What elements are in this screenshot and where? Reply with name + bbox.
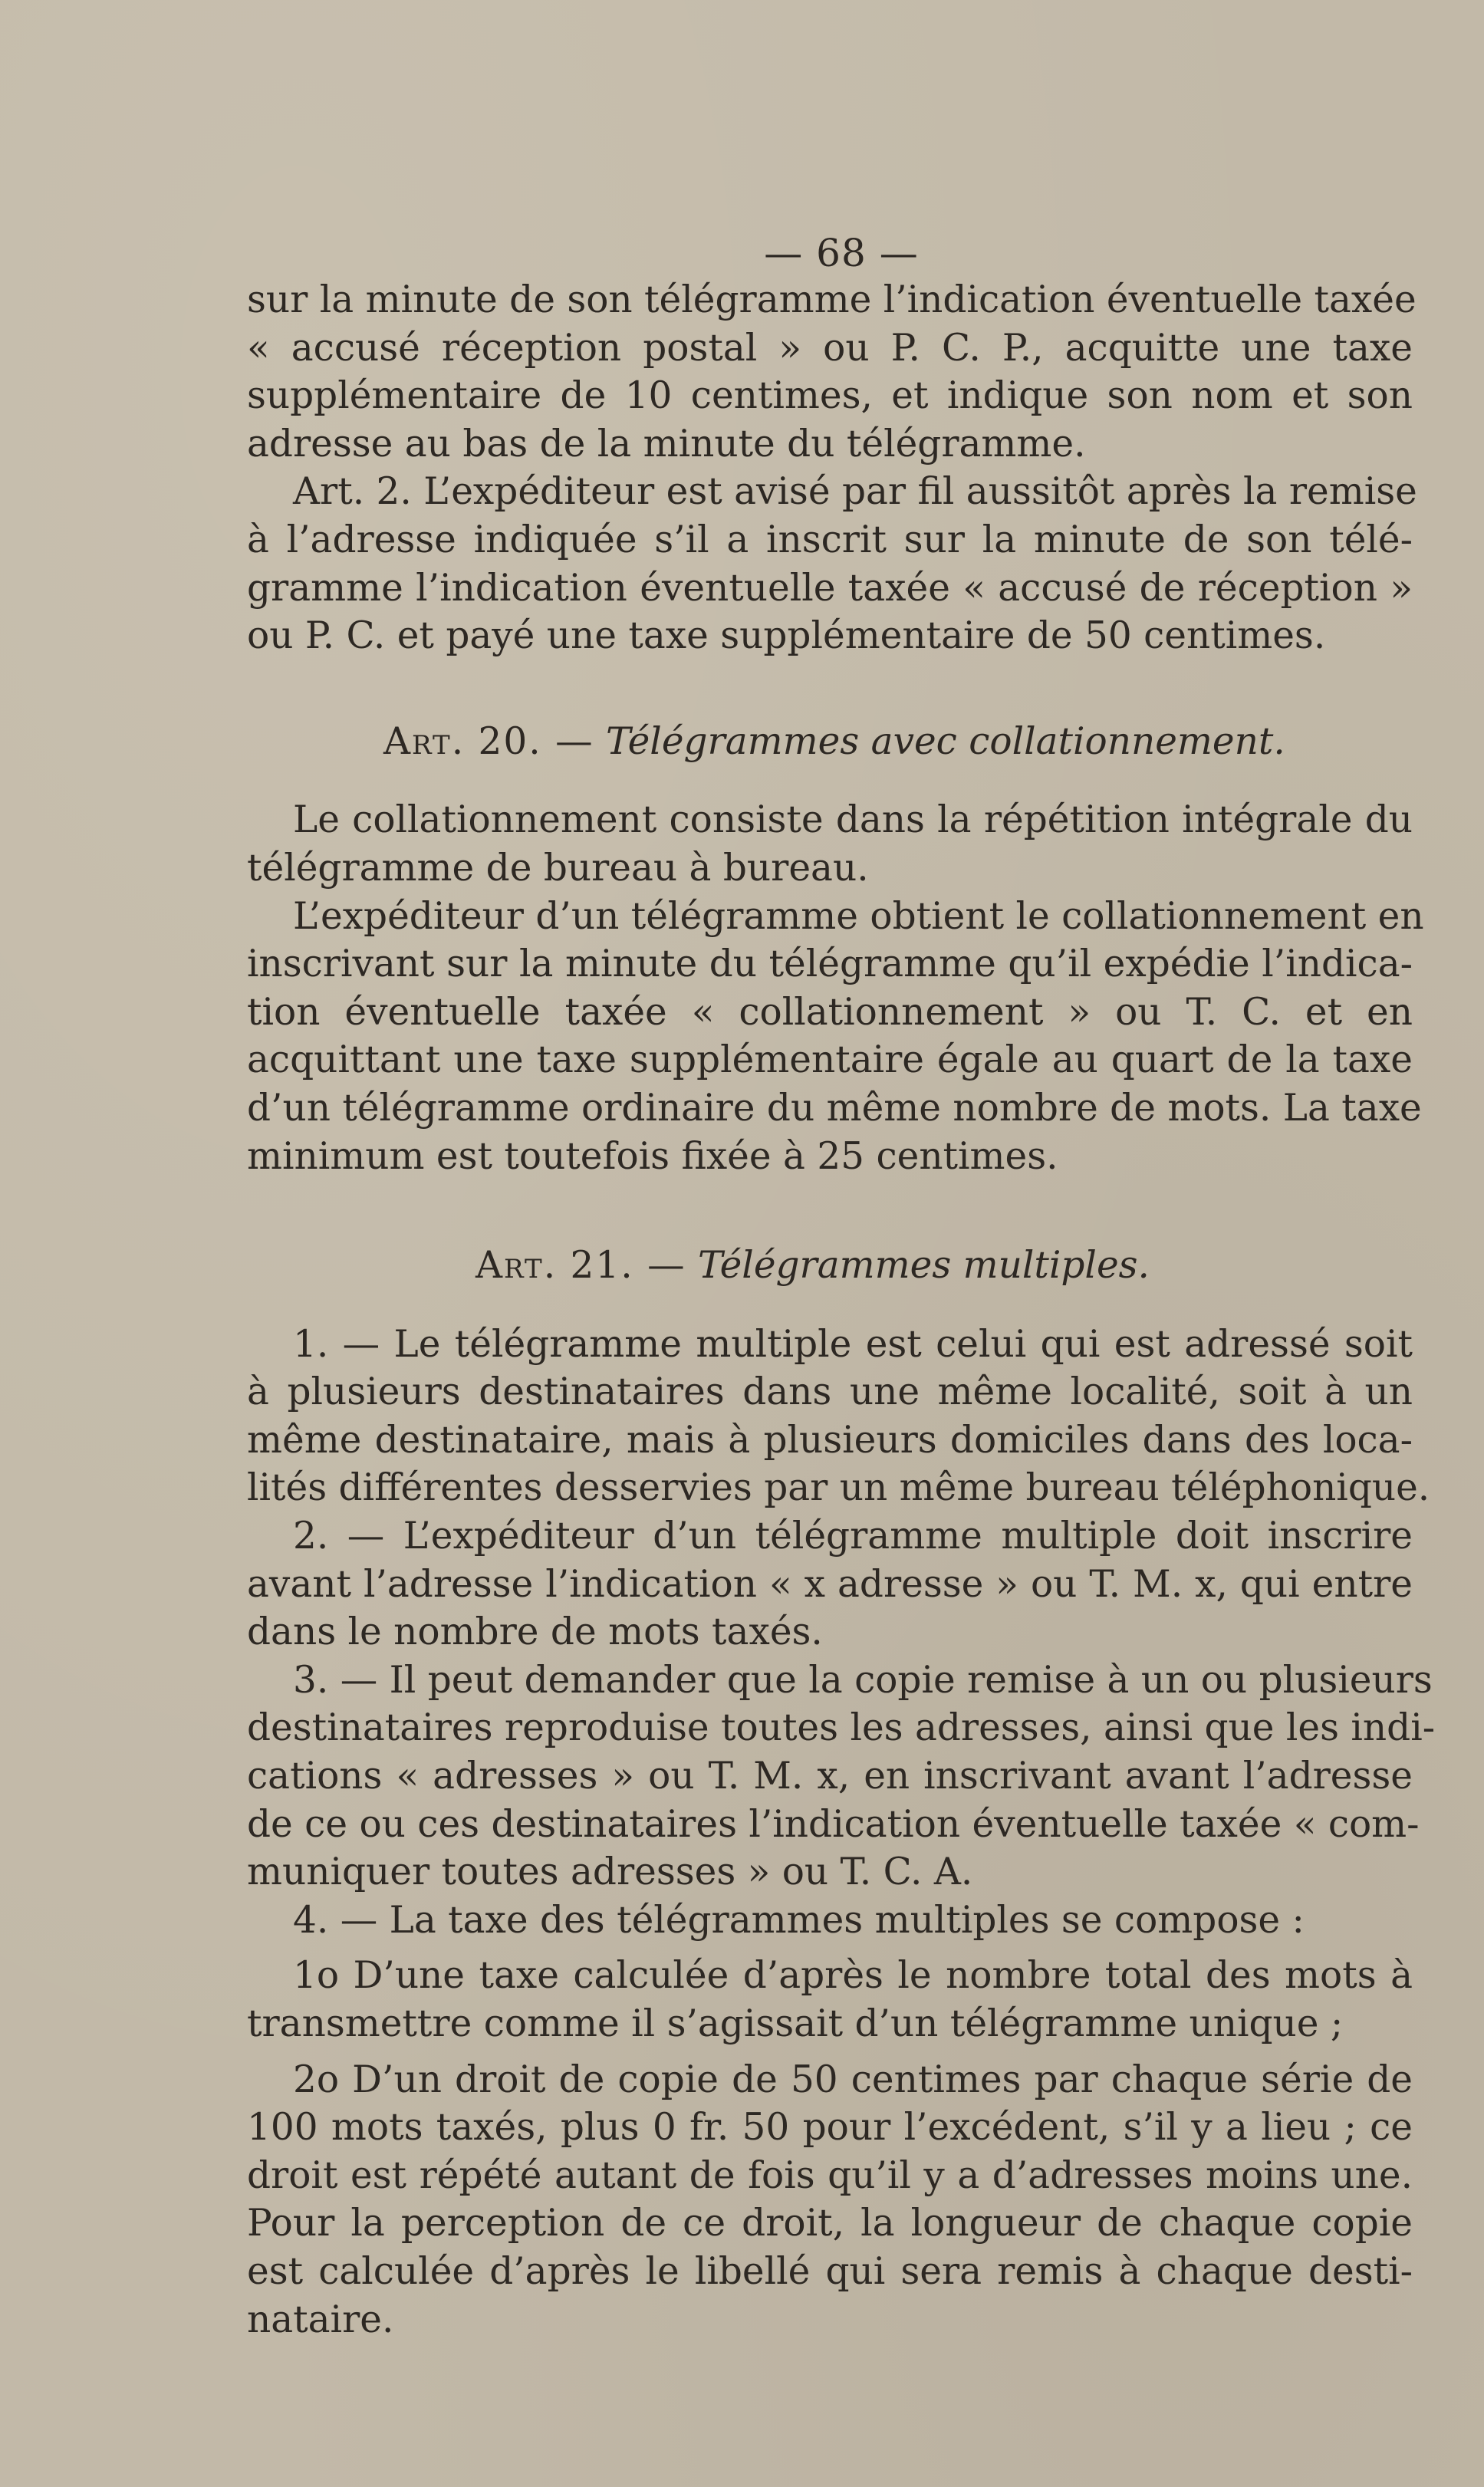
text-line: de ce ou ces destinataires l’indication éventuelle taxée « com- [247, 1802, 1420, 1846]
text-line: 2o D’un droit de copie de 50 centimes par chaque série de [293, 2058, 1413, 2101]
article-21-title: Télégrammes multiples. [698, 1244, 1150, 1288]
text-line: dans le nombre de mots taxés. [247, 1610, 823, 1654]
document-page [247, 230, 1436, 2344]
text-line: nataire. [247, 2298, 394, 2341]
text-line: transmettre comme il s’agissait d’un télégramme unique ; [247, 2002, 1344, 2045]
text-line: droit est répété autant de fois qu’il y a d’adresses moins une. [247, 2153, 1413, 2197]
text-line: supplémentaire de 10 centimes, et indique son nom et son [247, 374, 1413, 418]
text-line: même destinataire, mais à plusieurs domiciles dans des loca- [247, 1418, 1413, 1462]
text-line: muniquer toutes adresses » ou T. C. A. [247, 1850, 973, 1894]
text-line: inscrivant sur la minute du télégramme qu’il expédie l’indica- [247, 942, 1413, 986]
text-line: 2. — L’expéditeur d’un télégramme multiple doit inscrire [293, 1515, 1413, 1558]
text-line: adresse au bas de la minute du télégramme. [247, 422, 1086, 465]
text-line: d’un télégramme ordinaire du même nombre de mots. La taxe [247, 1086, 1422, 1130]
text-line: acquittant une taxe supplémentaire égale au quart de la taxe [247, 1038, 1413, 1082]
text-line: lités différentes desservies par un même bureau téléphonique. [247, 1466, 1430, 1510]
text-line: Art. 2. L’expéditeur est avisé par fil aussitôt après la remise [293, 470, 1417, 514]
text-line: tion éventuelle taxée « collationnement » ou T. C. et en [247, 990, 1413, 1034]
text-line: sur la minute de son télégramme l’indication éventuelle taxée [247, 278, 1417, 321]
text-line: Pour la perception de ce droit, la longueur de chaque copie [247, 2202, 1413, 2245]
text-line: avant l’adresse l’indication « x adresse » ou T. M. x, qui entre [247, 1562, 1413, 1606]
text-line: ou P. C. et payé une taxe supplémentaire de 50 centimes. [247, 614, 1326, 658]
text-line: gramme l’indication éventuelle taxée « accusé de réception » [247, 566, 1413, 610]
text-line: minimum est toutefois fixée à 25 centimes. [247, 1134, 1058, 1178]
text-line: « accusé réception postal » ou P. C. P., acquitte une taxe [247, 326, 1413, 370]
text-line: 1. — Le télégramme multiple est celui qui est adressé soit [293, 1322, 1413, 1366]
page-number: — 68 — [764, 231, 919, 275]
text-line: 4. — La taxe des télégrammes multiples se compose : [293, 1898, 1305, 1942]
text-line: est calculée d’après le libellé qui sera remis à chaque desti- [247, 2249, 1413, 2293]
article-20-title: Télégrammes avec collationnement. [606, 719, 1285, 763]
text-line: 100 mots taxés, plus 0 fr. 50 pour l’excédent, s’il y a lieu ; ce [247, 2106, 1413, 2150]
article-21-heading [247, 1242, 1413, 1290]
text-line: cations « adresses » ou T. M. x, en inscrivant avant l’adresse [247, 1755, 1413, 1798]
text-line: destinataires reproduise toutes les adresses, ainsi que les indi- [247, 1706, 1436, 1750]
text-line: télégramme de bureau à bureau. [247, 846, 869, 890]
text-line: Le collationnement consiste dans la répétition intégrale du [293, 798, 1413, 842]
text-line: 3. — Il peut demander que la copie remise à un ou plusieurs [293, 1658, 1433, 1702]
text-line: à l’adresse indiquée s’il a inscrit sur la minute de son télé- [247, 518, 1413, 561]
article-21-label: Art. 21. — [475, 1244, 686, 1288]
text-line: à plusieurs destinataires dans une même localité, soit à un [247, 1370, 1413, 1414]
article-20-heading [247, 718, 1413, 766]
text-line: L’expéditeur d’un télégramme obtient le collationnement en [293, 894, 1424, 938]
text-line: 1o D’une taxe calculée d’après le nombre total des mots à [293, 1954, 1413, 1998]
article-20-label: Art. 20. — [383, 719, 594, 763]
